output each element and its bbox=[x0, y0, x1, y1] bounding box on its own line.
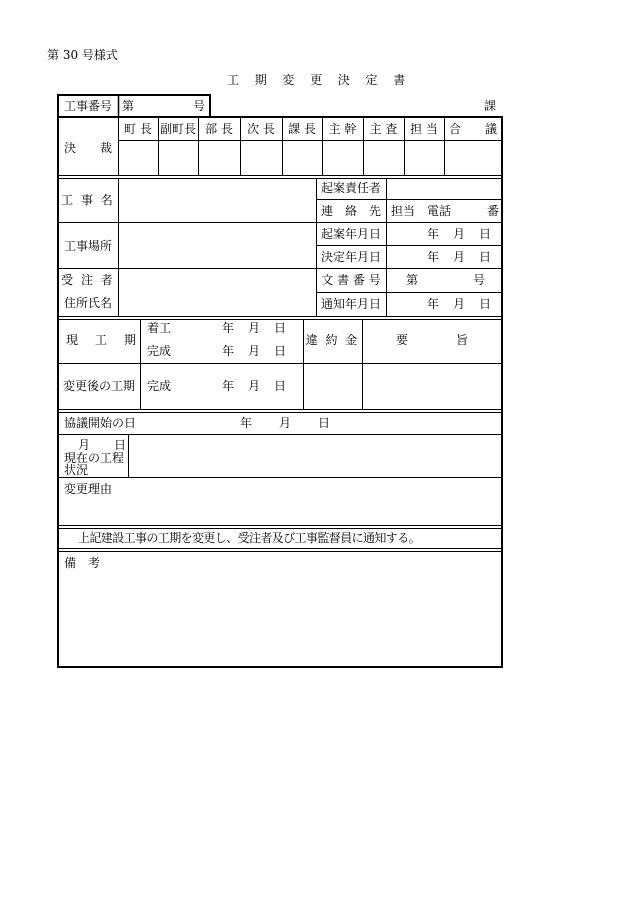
approval-stamp-box-consultation bbox=[445, 141, 501, 175]
current-period-start-date: 年 月 日 bbox=[222, 321, 288, 335]
project-name-field bbox=[119, 179, 316, 222]
approval-title-deputy-director: 次 長 bbox=[247, 122, 275, 136]
contractor-label: 受 注 者 bbox=[61, 273, 115, 287]
form-number: 第 30 号様式 bbox=[47, 48, 118, 62]
approval-label: 決 裁 bbox=[63, 141, 112, 155]
contact-value: 担当 電話 番 bbox=[391, 204, 500, 218]
approval-title-department-head: 部 長 bbox=[205, 122, 233, 136]
penalty-field bbox=[304, 364, 362, 409]
approval-stamp-box-department-head bbox=[199, 141, 240, 175]
notice-date-value: 年 月 日 bbox=[427, 297, 493, 311]
document-number-label: 文 書 番 号 bbox=[321, 273, 381, 287]
contractor-field bbox=[119, 269, 316, 316]
progress-status-label: 現在の工程 bbox=[64, 451, 125, 465]
notice-statement: 上記建設工事の工期を変更し、受注者及び工事監督員に通知する。 bbox=[78, 531, 421, 545]
construction-number-field bbox=[134, 96, 192, 116]
approval-title-mayor: 町 長 bbox=[124, 122, 152, 136]
consultation-start-date: 年 月 日 bbox=[240, 416, 332, 430]
department-suffix: 課 bbox=[484, 99, 497, 113]
progress-status-label-cont: 状況 bbox=[64, 463, 89, 477]
approval-title-staff-in-charge: 担 当 bbox=[410, 122, 438, 136]
contractor-address-name-label: 住所氏名 bbox=[63, 296, 112, 310]
department-field bbox=[212, 96, 482, 116]
construction-number-suffix: 号 bbox=[193, 99, 206, 113]
revised-period-label: 変更後の工期 bbox=[62, 379, 135, 393]
progress-date-label: 月 日 bbox=[78, 438, 127, 452]
approval-stamp-box-chief-clerk bbox=[364, 141, 404, 175]
drafter-field bbox=[387, 179, 501, 199]
approval-stamp-box-deputy-director bbox=[241, 141, 282, 175]
document-number-prefix: 第 bbox=[406, 273, 419, 287]
approval-stamp-box-mayor bbox=[119, 141, 158, 175]
drafter-label: 起案責任者 bbox=[320, 181, 381, 195]
decision-date-value: 年 月 日 bbox=[427, 250, 493, 264]
approval-title-chief-clerk: 主 査 bbox=[369, 122, 398, 136]
current-period-label: 現 工 期 bbox=[66, 333, 139, 347]
current-period-start-label: 着工 bbox=[147, 321, 172, 335]
remarks-label: 備 考 bbox=[64, 556, 101, 570]
revised-period-completion-label: 完成 bbox=[147, 379, 172, 393]
approval-title-section-chief: 課 長 bbox=[288, 122, 316, 136]
consultation-start-label: 協議開始の日 bbox=[64, 416, 137, 430]
construction-number-prefix: 第 bbox=[122, 99, 135, 113]
summary-field bbox=[363, 364, 501, 409]
approval-stamp-box-section-chief bbox=[283, 141, 322, 175]
current-period-completion-date: 年 月 日 bbox=[222, 344, 288, 358]
remarks-field bbox=[59, 572, 501, 666]
approval-title-consultation: 合 議 bbox=[448, 122, 497, 136]
approval-title-deputy-mayor: 副町長 bbox=[159, 122, 196, 136]
revised-period-completion-date: 年 月 日 bbox=[222, 379, 288, 393]
summary-label: 要 旨 bbox=[395, 333, 468, 347]
approval-title-senior-staff: 主 幹 bbox=[328, 122, 357, 136]
approval-stamp-box-staff-in-charge bbox=[405, 141, 444, 175]
progress-status-field bbox=[129, 435, 501, 477]
project-location-label: 工事場所 bbox=[63, 239, 112, 253]
project-location-field bbox=[119, 223, 316, 268]
approval-stamp-box-deputy-mayor bbox=[159, 141, 198, 175]
current-period-completion-label: 完成 bbox=[147, 344, 172, 358]
project-name-label: 工 事 名 bbox=[61, 193, 115, 207]
penalty-label: 違 約 金 bbox=[305, 333, 360, 347]
approval-stamp-box-senior-staff bbox=[323, 141, 363, 175]
notice-date-label: 通知年月日 bbox=[320, 297, 381, 311]
decision-date-label: 決定年月日 bbox=[320, 250, 381, 264]
document-title: 工 期 変 更 決 定 書 bbox=[227, 73, 408, 87]
draft-date-value: 年 月 日 bbox=[427, 227, 493, 241]
draft-date-label: 起案年月日 bbox=[320, 227, 381, 241]
contact-label: 連 絡 先 bbox=[320, 204, 381, 218]
construction-number-label: 工事番号 bbox=[63, 99, 112, 113]
change-reason-label: 変更理由 bbox=[64, 482, 113, 496]
document-number-suffix: 号 bbox=[473, 273, 486, 287]
change-reason-field bbox=[59, 496, 501, 525]
